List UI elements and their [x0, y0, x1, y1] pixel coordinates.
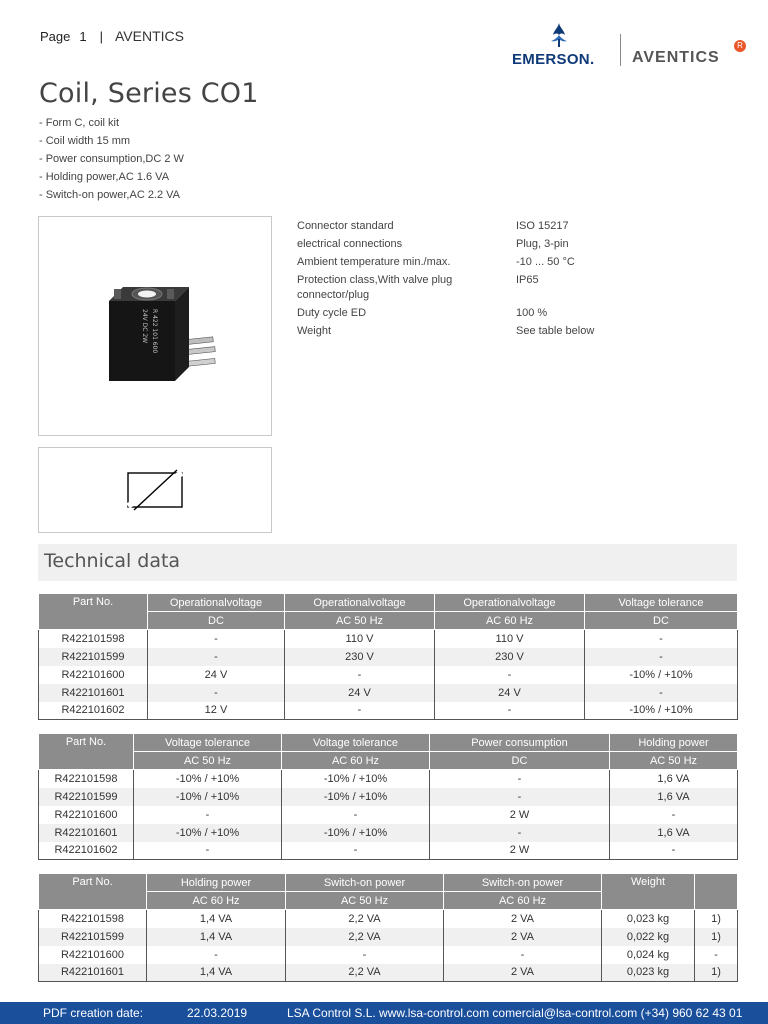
table-cell: - — [610, 806, 738, 824]
emerson-aventics-logo — [512, 22, 752, 68]
emerson-mark-icon — [546, 22, 572, 48]
emerson-wordmark: EMERSON. — [512, 51, 595, 68]
table-row — [39, 770, 738, 788]
table-cell: 230 V — [285, 648, 435, 666]
page-number: 1 — [79, 29, 87, 44]
table-subheader: AC 60 Hz — [282, 752, 430, 770]
tech-table-1 — [38, 593, 738, 720]
table-cell: - — [435, 666, 585, 684]
page-label: Page — [40, 29, 71, 44]
table-cell: R422101599 — [39, 788, 134, 806]
table-cell: 1,6 VA — [610, 788, 738, 806]
table-cell: -10% / +10% — [282, 770, 430, 788]
footer-date: 22.03.2019 — [187, 1006, 248, 1020]
table-cell: R422101601 — [39, 824, 134, 842]
table-cell: 230 V — [435, 648, 585, 666]
table-header: Operationalvoltage — [435, 594, 585, 612]
table-cell: 24 V — [435, 684, 585, 702]
table-row — [39, 928, 738, 946]
table-cell: 0,024 kg — [602, 946, 695, 964]
table-header: Holding power — [147, 874, 286, 892]
table-row — [39, 666, 738, 684]
property-row — [297, 255, 717, 270]
property-value: -10 ... 50 °C — [516, 256, 575, 268]
table-cell: R422101598 — [39, 770, 134, 788]
footer-bar — [0, 1002, 768, 1024]
table-row — [39, 842, 738, 860]
table-cell: - — [610, 842, 738, 860]
table-cell: - — [430, 770, 610, 788]
footer-contact: LSA Control S.L. www.lsa-control.com comercial@lsa-control.com (+34) 960 62 43 01 — [287, 1006, 743, 1020]
table-subheader: AC 50 Hz — [285, 612, 435, 630]
property-key: Weight — [297, 325, 332, 337]
tech-table-2 — [38, 733, 738, 860]
product-image-frame — [38, 216, 272, 436]
table-cell: R422101599 — [39, 928, 147, 946]
table-row — [39, 630, 738, 648]
table-header: Switch-on power — [286, 874, 444, 892]
property-row — [297, 306, 717, 321]
table-header: Switch-on power — [444, 874, 602, 892]
table-row — [39, 684, 738, 702]
coil-symbol-frame — [38, 447, 272, 533]
table-cell: - — [134, 806, 282, 824]
coil-product-image — [39, 217, 271, 435]
table-subheader: DC — [148, 612, 285, 630]
table-cell: - — [585, 630, 738, 648]
table-cell: - — [285, 702, 435, 720]
feature-item: - Switch-on power,AC 2.2 VA — [39, 189, 181, 201]
table-cell: R422101598 — [39, 910, 147, 928]
property-key: Duty cycle ED — [297, 307, 367, 319]
footer-label: PDF creation date: — [43, 1006, 144, 1020]
table-subheader: AC 60 Hz — [147, 892, 286, 910]
feature-list — [39, 114, 184, 204]
property-row — [297, 273, 717, 303]
table-cell: R422101600 — [39, 666, 148, 684]
feature-item: - Power consumption,DC 2 W — [39, 153, 184, 165]
table-cell: R422101602 — [39, 702, 148, 720]
table-header: Holding power — [610, 734, 738, 752]
table-cell: - — [435, 702, 585, 720]
table-subheader: AC 60 Hz — [444, 892, 602, 910]
property-row — [297, 219, 717, 234]
table-cell: -10% / +10% — [134, 824, 282, 842]
table-cell: 1,4 VA — [147, 910, 286, 928]
table-cell: 24 V — [285, 684, 435, 702]
table-subheader: DC — [430, 752, 610, 770]
table-row — [39, 824, 738, 842]
table-header: Voltage tolerance — [585, 594, 738, 612]
property-value: Plug, 3-pin — [516, 238, 569, 250]
table-cell: - — [585, 684, 738, 702]
table-cell: 110 V — [285, 630, 435, 648]
table-subheader: AC 50 Hz — [610, 752, 738, 770]
table-cell: - — [148, 648, 285, 666]
table-row — [39, 702, 738, 720]
header-brand: AVENTICS — [115, 28, 184, 44]
table-row — [39, 910, 738, 928]
feature-item: - Form C, coil kit — [39, 117, 120, 129]
table-cell: - — [282, 842, 430, 860]
section-title: Technical data — [44, 550, 181, 572]
property-key: electrical connections — [297, 238, 403, 250]
table-header: Power consumption — [430, 734, 610, 752]
property-value: See table below — [516, 325, 595, 337]
table-header: Part No. — [39, 594, 148, 630]
table-cell: R422101601 — [39, 684, 148, 702]
product-title: Coil, Series CO1 — [39, 78, 259, 109]
table-cell: - — [285, 666, 435, 684]
table-cell: R422101600 — [39, 806, 134, 824]
table-cell: 2 W — [430, 806, 610, 824]
table-cell: -10% / +10% — [134, 770, 282, 788]
table-cell: 0,023 kg — [602, 910, 695, 928]
table-cell: - — [444, 946, 602, 964]
property-value: 100 % — [516, 307, 548, 319]
coil-label-line-2: 24V DC 2W — [141, 309, 148, 344]
table-cell: -10% / +10% — [282, 824, 430, 842]
feature-item: - Coil width 15 mm — [39, 135, 131, 147]
table-subheader: DC — [585, 612, 738, 630]
table-row — [39, 946, 738, 964]
property-key: Protection class,With valve plug connector/plug — [297, 274, 453, 301]
table-subheader: AC 60 Hz — [435, 612, 585, 630]
property-row — [297, 324, 717, 339]
property-value: ISO 15217 — [516, 220, 569, 232]
table-cell: 0,023 kg — [602, 964, 695, 982]
table-cell: - — [148, 684, 285, 702]
table-cell: 1,6 VA — [610, 824, 738, 842]
table-header: Part No. — [39, 734, 134, 770]
page-header — [40, 28, 184, 44]
table-cell: - — [282, 806, 430, 824]
table-subheader: AC 50 Hz — [134, 752, 282, 770]
table-header — [695, 874, 738, 910]
property-value: IP65 — [516, 274, 539, 286]
table-cell: 1,4 VA — [147, 964, 286, 982]
table-cell: 2 W — [430, 842, 610, 860]
table-subheader: AC 50 Hz — [286, 892, 444, 910]
table-cell: 1,4 VA — [147, 928, 286, 946]
table-cell: 2 VA — [444, 928, 602, 946]
table-cell: - — [430, 788, 610, 806]
table-cell: - — [134, 842, 282, 860]
table-cell: -10% / +10% — [585, 702, 738, 720]
aventics-wordmark: AVENTICS — [632, 49, 720, 66]
property-key: Ambient temperature min./max. — [297, 256, 451, 268]
table-cell: - — [430, 824, 610, 842]
property-row — [297, 237, 717, 252]
table-row — [39, 806, 738, 824]
table-row — [39, 788, 738, 806]
table-header: Operationalvoltage — [285, 594, 435, 612]
logo-divider — [620, 34, 621, 66]
table-cell: 1) — [695, 964, 738, 982]
table-cell: 2,2 VA — [286, 928, 444, 946]
tech-table-3 — [38, 873, 738, 982]
table-cell: 110 V — [435, 630, 585, 648]
table-cell: -10% / +10% — [282, 788, 430, 806]
table-cell: - — [286, 946, 444, 964]
aventics-badge: R — [734, 40, 746, 52]
table-cell: 2,2 VA — [286, 964, 444, 982]
feature-item: - Holding power,AC 1.6 VA — [39, 171, 170, 183]
table-header: Operationalvoltage — [148, 594, 285, 612]
technical-data-section — [38, 544, 737, 581]
coil-label-line-1: R 422 101 600 — [151, 309, 158, 354]
table-cell: R422101599 — [39, 648, 148, 666]
table-cell: R422101598 — [39, 630, 148, 648]
table-header: Part No. — [39, 874, 147, 910]
table-cell: 1) — [695, 928, 738, 946]
table-cell: 0,022 kg — [602, 928, 695, 946]
table-cell: 2 VA — [444, 964, 602, 982]
property-list — [297, 219, 717, 342]
table-cell: 2 VA — [444, 910, 602, 928]
table-cell: -10% / +10% — [585, 666, 738, 684]
table-cell: 24 V — [148, 666, 285, 684]
table-cell: 1,6 VA — [610, 770, 738, 788]
table-row — [39, 648, 738, 666]
table-header: Voltage tolerance — [134, 734, 282, 752]
table-header: Voltage tolerance — [282, 734, 430, 752]
table-cell: R422101602 — [39, 842, 134, 860]
table-cell: 12 V — [148, 702, 285, 720]
table-cell: - — [147, 946, 286, 964]
table-cell: R422101600 — [39, 946, 147, 964]
coil-symbol-icon — [39, 448, 271, 532]
table-header: Weight — [602, 874, 695, 910]
header-separator: | — [99, 29, 103, 44]
table-cell: 2,2 VA — [286, 910, 444, 928]
table-cell: - — [695, 946, 738, 964]
table-cell: - — [585, 648, 738, 666]
property-key: Connector standard — [297, 220, 394, 232]
table-cell: - — [148, 630, 285, 648]
table-cell: R422101601 — [39, 964, 147, 982]
table-row — [39, 964, 738, 982]
table-cell: 1) — [695, 910, 738, 928]
table-cell: -10% / +10% — [134, 788, 282, 806]
